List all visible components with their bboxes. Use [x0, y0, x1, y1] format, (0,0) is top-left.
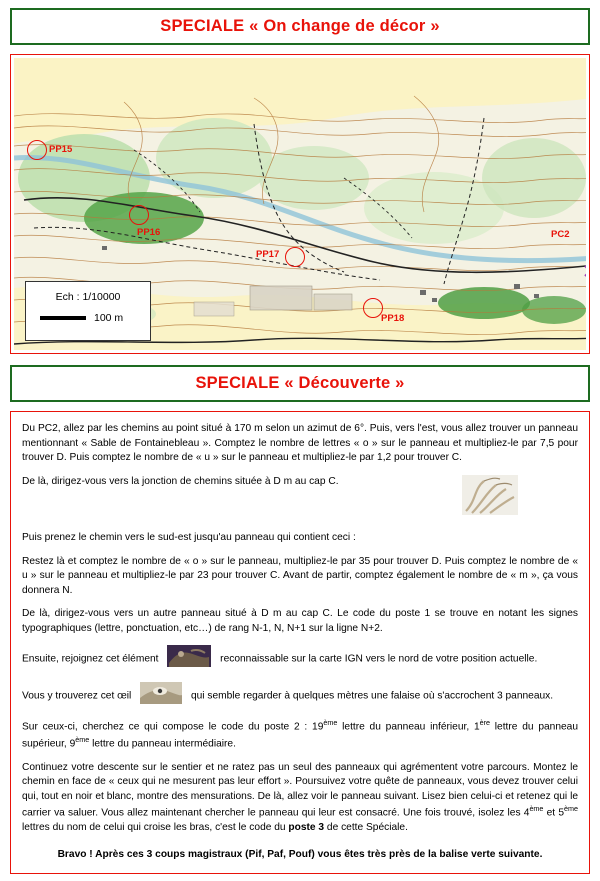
map-scale-bar [40, 316, 86, 320]
map-label-pc2: PC2 [551, 229, 570, 241]
map-label-pp17: PP17 [256, 249, 280, 261]
map-marker-circle-pp18 [363, 298, 383, 318]
paragraph-6-row [22, 645, 578, 672]
paragraph-9d: de cette Spéciale. [324, 822, 408, 834]
photo-rock-element [167, 645, 211, 672]
paragraph-9-sup-1: ème [529, 804, 544, 814]
map-marker-circle-pp17 [285, 247, 305, 267]
instructions-block [10, 411, 590, 874]
paragraph-8-sup-3: ème [75, 734, 90, 744]
paragraph-3: Puis prenez le chemin vers le sud-est jusqu'au panneau qui contient ceci : [22, 532, 356, 544]
paragraph-4: Restez là et comptez le nombre de « o » sur le panneau, multipliez-le par 35 pour trouver D. Puis comptez le nombre de « u » sur le panneau et multipliez-le par 23 pour trouver C. Avant de partir, comptez également le nombre de « m », ça vous donnera N. [22, 555, 578, 596]
map-marker-circle-pp15 [27, 140, 47, 160]
map-marker-circle-pp16 [129, 205, 149, 225]
section-title-1: SPECIALE « On change de décor » [160, 17, 440, 35]
paragraph-7-row [22, 682, 578, 709]
paragraph-9-sup-2: ème [564, 804, 578, 814]
paragraph-7b: qui semble regarder à quelques mètres une falaise où s'accrochent 3 panneaux. [190, 690, 554, 702]
paragraph-9c: lettres du nom de celui qui croise les bras, c'est le code du [22, 822, 289, 834]
paragraph-8d: lettre du panneau intermédiaire. [89, 738, 236, 750]
paragraph-8b: lettre du panneau inférieur, 1 [337, 721, 480, 733]
section-title-banner-2 [10, 365, 590, 402]
paragraph-7a: Vous y trouverez cet œil [22, 690, 132, 702]
paragraph-1: Du PC2, allez par les chemins au point situé à 170 m selon un azimut de 6°. Puis, vers l'est, vous allez trouver un panneau mentionnant « Sable de Fontainebleau ». Comptez le nombre de lettres « o » sur le panneau et multipliez-le par 7,5 pour trouver D. Puis comptez le nombre de « u » sur le panneau et multipliez-le par 1,2 pour trouver C. [22, 423, 578, 464]
map-label-pp15: PP15 [49, 144, 73, 156]
paragraph-8a: Sur ceux-ci, cherchez ce qui compose le code du poste 2 : 19 [22, 721, 324, 733]
paragraph-2: De là, dirigez-vous vers la jonction de chemins située à D m au cap C. [22, 475, 339, 487]
map-scale-distance: 100 m [94, 312, 124, 325]
closing-message: Bravo ! Après ces 3 coups magistraux (Pif, Paf, Pouf) vous êtes très près de la balise verte suivante. [57, 848, 543, 860]
section-title-2: SPECIALE « Découverte » [195, 374, 405, 393]
section-title-banner-1 [10, 8, 590, 45]
paragraph-8 [22, 718, 578, 752]
map-scale-box [25, 281, 151, 341]
paragraph-8c: lettre du panneau supérieur, 9 [22, 721, 578, 750]
paragraph-9 [22, 761, 578, 836]
paragraph-2-row [22, 475, 578, 522]
paragraph-9b: et 5 [543, 807, 565, 819]
map-scale-bar-row [34, 312, 142, 324]
map-label-pp18: PP18 [381, 313, 405, 325]
photo-roots [462, 475, 518, 520]
photo-eye-rock [140, 682, 182, 709]
map-label-pp16: PP16 [137, 227, 161, 239]
paragraph-6a: Ensuite, rejoignez cet élément [22, 653, 159, 665]
section-2 [10, 365, 590, 874]
paragraph-8-sup-2: ère [479, 718, 491, 728]
poste-3-reference: poste 3 [288, 822, 325, 834]
paragraph-9a: Continuez votre descente sur le sentier et ne ratez pas un seul des panneaux qui agrémentent votre parcours. Montez le chemin en face de « ceux qui ne mesurent pas leur effort ». Poursuivez votre quête de panneaux, vous devez trouver celui qui, tout en noir et blanc, montre des mensurations. De là, allez voir le panneau suivant. Lisez bien celui-ci et retenez qui le carrier va saluer. Vous allez maintenant chercher le panneau qui leur est consacré. Une fois trouvé, isolez les 4 [22, 761, 578, 819]
map-scale-label: Ech : 1/10000 [55, 291, 121, 304]
paragraph-8-sup-1: ème [323, 718, 338, 728]
paragraph-5: De là, dirigez-vous vers un autre panneau situé à D m au cap C. Le code du poste 1 se trouve en notant les signes typographiques (lettre, ponctuation, etc…) de rang N-1, N, N+1 sur la ligne N+2. [22, 608, 578, 634]
map-container [10, 54, 590, 354]
paragraph-6b: reconnaissable sur la carte IGN vers le nord de votre position actuelle. [220, 653, 538, 665]
